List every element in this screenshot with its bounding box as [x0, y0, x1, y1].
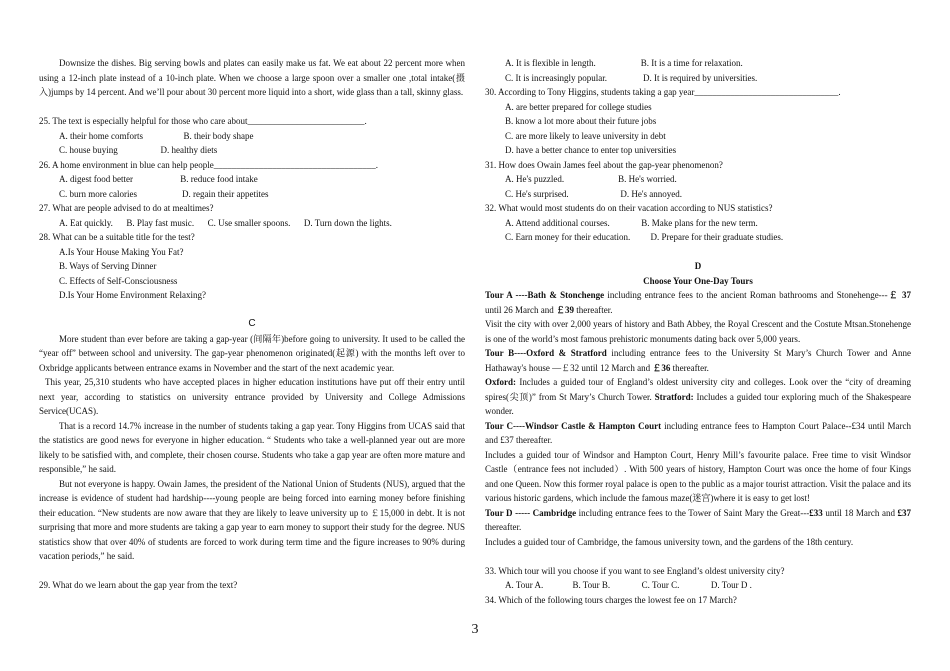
tour-a-description: Visit the city with over 2,000 years of history and Bath Abbey, the Royal Crescent and the Costute Mtsan.Stonehenge is one of the world’s most famous prehistoric monuments dating back over 5,000 years. — [485, 319, 911, 344]
question-34: 34. Which of the following tours charges the lowest fee on 17 March? — [485, 594, 737, 605]
page-number: 3 — [471, 622, 479, 637]
tour-b-price: ￡36 — [652, 362, 671, 373]
passage-c-paragraph-4: But not everyone is happy. Owain James, the president of the National Union of Students (NUS), argued that the increase is evidence of student had hardship----young people are being forced into earning money before finishing their education. “New students are now aware that they are likely to leave university up to ￡15,000 in debt. It is not surprising that more and more students are taking a gap year to earn money to support their study for the degree. NUS statistics show that over 40% of students are forced to work during term time and the figure increases to 90% during vacation periods,” he said. — [39, 478, 465, 561]
question-30: 30. According to Tony Higgins, students taking a gap year________________________________. — [485, 87, 841, 97]
oxford-label: Oxford: — [485, 377, 516, 387]
question-28-option-a: A.Is Your House Making You Fat? — [59, 246, 184, 257]
question-30-option-d: D. have a better chance to enter top universities — [505, 145, 677, 155]
right-column — [485, 56, 911, 607]
tour-a-price-2-note: thereafter. — [574, 304, 613, 315]
left-column — [39, 56, 465, 593]
stratford-label: Stratford: — [654, 391, 694, 402]
tour-d-header — [485, 506, 911, 535]
tour-b-header — [485, 346, 911, 375]
tour-d-price-2-note: thereafter. — [485, 522, 522, 532]
tour-b-fees: including entrance fees to the University St Mary’s Church Tower and Anne Hathaway's house —￡32 until 12 March and — [485, 348, 911, 373]
passage-c-paragraph-1: More student than ever before are taking a gap-year (间隔年)before going to university. It used to be called the “year off” between school and university. The gap-year phenomenon originated(起源) with the months left over to Oxbridge applicants between entrance exams in November and the start of the next academic year. — [39, 333, 465, 373]
tour-a-price-1-note: until 26 March and — [485, 304, 556, 315]
tour-d-name: Tour D ----- Cambridge — [485, 507, 577, 518]
question-27: 27. What are people advised to do at mealtimes? — [39, 203, 214, 213]
tour-d-price-1-note: until 18 March and — [822, 507, 898, 518]
question-31-options-ab: A. He's puzzled. B. He's worried. — [505, 174, 677, 184]
question-29: 29. What do we learn about the gap year from the text? — [39, 580, 238, 590]
tour-a-price-2: ￡39 — [556, 304, 575, 315]
question-28-option-c: C. Effects of Self-Consciousness — [59, 275, 178, 286]
question-25: 25. The text is especially helpful for those who care about__________________________. — [39, 116, 367, 126]
tour-c-fees: including entrance fees to Hampton Court Palace--£34 until March and £37 thereafter. — [485, 420, 911, 445]
question-26-options-cd: C. burn more calories D. regain their appetites — [59, 188, 269, 199]
intro-paragraph: Downsize the dishes. Big serving bowls and plates can easily make us fat. We eat about 22 percent more when using a 12-inch plate instead of a 10-inch plate. When we choose a large spoon over a smaller one ,total intake(摄入)jumps by 14 percent. And we’ll pour about 30 percent more liquid into a short, wide glass than a tall, skinny glass. — [39, 58, 465, 97]
tour-a-fees: including entrance fees to the ancient Roman bathrooms and Stonehenge--- — [604, 290, 888, 300]
question-26: 26. A home environment in blue can help people____________________________________. — [39, 159, 378, 170]
stratford-text: Includes a guided tour exploring much of the Shakespeare wonder. — [485, 391, 911, 416]
question-33: 33. Which tour will you choose if you want to see England’s oldest university city? — [485, 565, 785, 576]
question-25-options-cd: C. house buying D. healthy diets — [59, 145, 218, 155]
question-25-options-ab: A. their home comforts B. their body shape — [59, 130, 254, 141]
tour-d-price-1: £33 — [809, 507, 823, 518]
question-29-options-ab: A. It is flexible in length. B. It is a time for relaxation. — [505, 58, 743, 68]
tour-b-name: Tour B----Oxford & Stratford — [485, 348, 607, 358]
tour-b-description — [485, 375, 911, 419]
question-28: 28. What can be a suitable title for the test? — [39, 232, 195, 242]
tour-c-header — [485, 419, 911, 448]
passage-c-paragraph-3: That is a record 14.7% increase in the number of students taking a gap year. Tony Higgins from UCAS said that the statistics are good news for everyone in higher education. “ Students who take a well-planned year out are more likely to be satisfied with, and complete, their chosen course. Students who take a gap year are often more mature and responsible,” he said. — [39, 420, 465, 474]
tours-title: Choose Your One-Day Tours — [643, 275, 753, 286]
passage-c-paragraph-2: This year, 25,310 students who have accepted places in higher education institutions have put off their entry until next year, according to statistics on university entrance provided by University and College Admissions Service(UCAS). — [39, 377, 465, 416]
question-28-option-d: D.Is Your Home Environment Relaxing? — [59, 290, 206, 300]
tour-a-header — [485, 288, 911, 317]
question-29-options-cd: C. It is increasingly popular. D. It is required by universities. — [505, 72, 758, 83]
question-26-options-ab: A. digest food better B. reduce food intake — [59, 174, 258, 184]
question-30-option-a: A. are better prepared for college studies — [505, 101, 652, 112]
tour-a-name: Tour A ----Bath & Stonchenge — [485, 290, 605, 300]
question-31: 31. How does Owain James feel about the gap-year phenomenon? — [485, 159, 723, 170]
tour-d-fees: including entrance fees to the Tower of Saint Mary the Great--- — [576, 507, 810, 518]
question-32: 32. What would most students do on their vacation according to NUS statistics? — [485, 203, 773, 213]
question-32-options-ab: A. Attend additional courses. B. Make plans for the new term. — [505, 217, 758, 228]
tour-b-price-note: thereafter. — [670, 362, 709, 373]
question-28-option-b: B. Ways of Serving Dinner — [59, 261, 157, 271]
tour-d-price-2: £37 — [897, 507, 911, 518]
question-30-option-b: B. know a lot more about their future jobs — [505, 116, 657, 126]
question-33-options: A. Tour A. B. Tour B. C. Tour C. D. Tour D . — [505, 580, 752, 590]
question-27-options: A. Eat quickly. B. Play fast music. C. Use smaller spoons. D. Turn down the lights. — [59, 217, 392, 228]
oxford-text: Includes a guided tour of England’s oldest university city and colleges. Look over the “city of dreaming spires(尖顶)” from St Mary’s Church Tower. — [485, 377, 911, 402]
tour-c-name: Tour C----Windsor Castle & Hampton Court — [485, 420, 662, 431]
question-32-options-cd: C. Earn money for their education. D. Prepare for their graduate studies. — [505, 232, 784, 242]
section-d-heading: D — [694, 261, 702, 271]
section-c-heading: C — [248, 318, 256, 329]
tour-a-price-1: ￡ 37 — [887, 290, 911, 300]
question-30-option-c: C. are more likely to leave university in debt — [505, 130, 666, 141]
question-31-options-cd: C. He's surprised. D. He's annoyed. — [505, 188, 682, 199]
tour-d-description: Includes a guided tour of Cambridge, the famous university town, and the gardens of the 18th century. — [485, 536, 854, 547]
tour-c-description: Includes a guided tour of Windsor and Hampton Court, Henry Mill’s favourite palace. Free time to visit Windsor Castle（entrance fees not included）. With 500 years of history, Hampton Court was once the home of four Kings and one Queen. Now this former royal palace is open to the public as a major tourist attraction. Visit the palace and its various historic gardens, which include the famous maze(迷宫)where it is easy to get lost! — [485, 449, 911, 503]
